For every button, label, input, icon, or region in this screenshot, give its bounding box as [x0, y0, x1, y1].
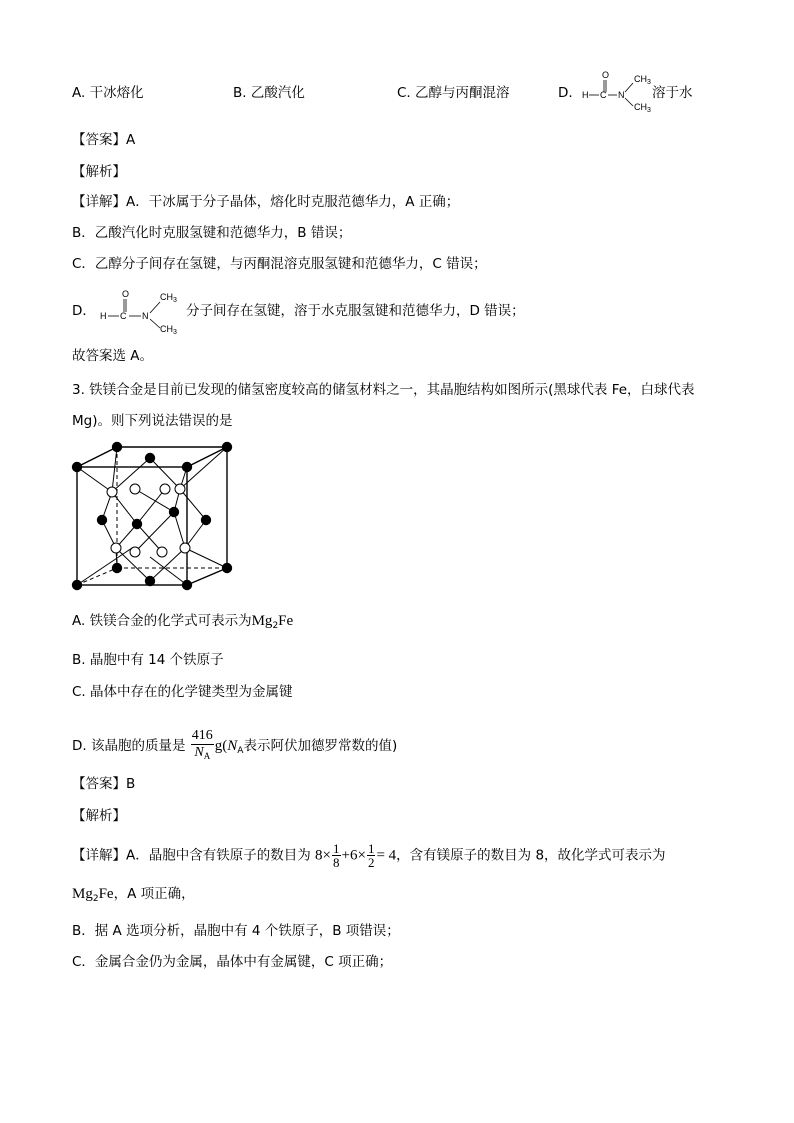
q3-stem-line2: Mg)。则下列说法错误的是 [72, 413, 233, 429]
mg-atoms [107, 484, 190, 557]
q3-option-a: A. 铁镁合金的化学式可表示为$Mg_2Fe$ [72, 613, 294, 631]
mol-n: N [618, 90, 625, 100]
q3-option-c: C. 晶体中存在的化学键类型为金属键 [72, 684, 293, 700]
svg-text:N: N [142, 311, 149, 321]
detail-line-d-prefix: D． [72, 303, 96, 319]
analysis-label: 【解析】 [72, 164, 126, 180]
q3-detail-a: 【详解】A．晶胞中含有铁原子的数目为 8× $\frac{1}{8}$ +6× $\frac{1}{2}$ = 4，含有镁原子的数目为 8，故化学式可表示为 [72, 841, 666, 870]
mol-c: C [600, 90, 607, 100]
q3-option-d: D. 该晶胞的质量是 $\frac{416}{N_A}$ $g(N_A$表示阿伏加德罗常数的值) [72, 728, 398, 761]
option-d-suffix: 溶于水 [652, 85, 693, 101]
option-c: C. 乙醇与丙酮混溶 [397, 85, 510, 101]
svg-text:CH3: $CH_3$ [634, 102, 651, 112]
conclusion: 故答案选 A。 [72, 348, 154, 364]
detail-line-c: C．乙醇分子间存在氢键，与丙酮混溶克服氢键和范德华力，C 错误； [72, 256, 487, 272]
svg-text:CH3: $CH_3$ [160, 324, 177, 334]
mol-me1: CH [634, 74, 647, 84]
crystal-cell-figure [66, 440, 242, 596]
svg-text:O: O [122, 289, 130, 299]
q3-option-b: B. 晶胞中有 14 个铁原子 [72, 652, 224, 668]
detail-line-a: 【详解】A．干冰属于分子晶体，熔化时克服范德华力，A 正确； [72, 194, 460, 210]
mol-h: H [582, 90, 589, 100]
svg-text:CH3: $CH_3$ [160, 292, 177, 304]
dmf-structure-option [580, 70, 654, 112]
svg-text:H: H [100, 311, 107, 321]
q3-detail-a-cont: $Mg_2Fe$，A 项正确， [72, 886, 195, 904]
option-d-label: D. [558, 85, 573, 101]
mol-o: O [602, 70, 610, 80]
dmf-structure-detail [96, 288, 188, 334]
detail-line-b: B．乙酸汽化时克服氢键和范德华力，B 错误； [72, 225, 352, 241]
mol-me2: CH [634, 102, 647, 112]
q3-analysis-label: 【解析】 [72, 808, 126, 824]
q3-detail-c: C．金属合金仍为金属，晶体中有金属键，C 项正确； [72, 954, 393, 970]
q3-answer-label: 【答案】B [72, 776, 136, 792]
option-b: B. 乙酸汽化 [233, 85, 305, 101]
answer-label: 【答案】A [72, 132, 136, 148]
option-a: A. 干冰熔化 [72, 85, 144, 101]
q3-stem-line1: 3. 铁镁合金是目前已发现的储氢密度较高的储氢材料之一，其晶胞结构如图所示(黑球代表 Fe，白球代表 [72, 382, 695, 398]
svg-text:CH3: $CH_3$ [634, 74, 651, 86]
svg-text:C: C [120, 311, 127, 321]
detail-line-d-suffix: 分子间存在氢键，溶于水克服氢键和范德华力，D 错误； [186, 303, 525, 319]
q3-detail-b: B．据 A 选项分析，晶胞中有 4 个铁原子，B 项错误； [72, 923, 400, 939]
